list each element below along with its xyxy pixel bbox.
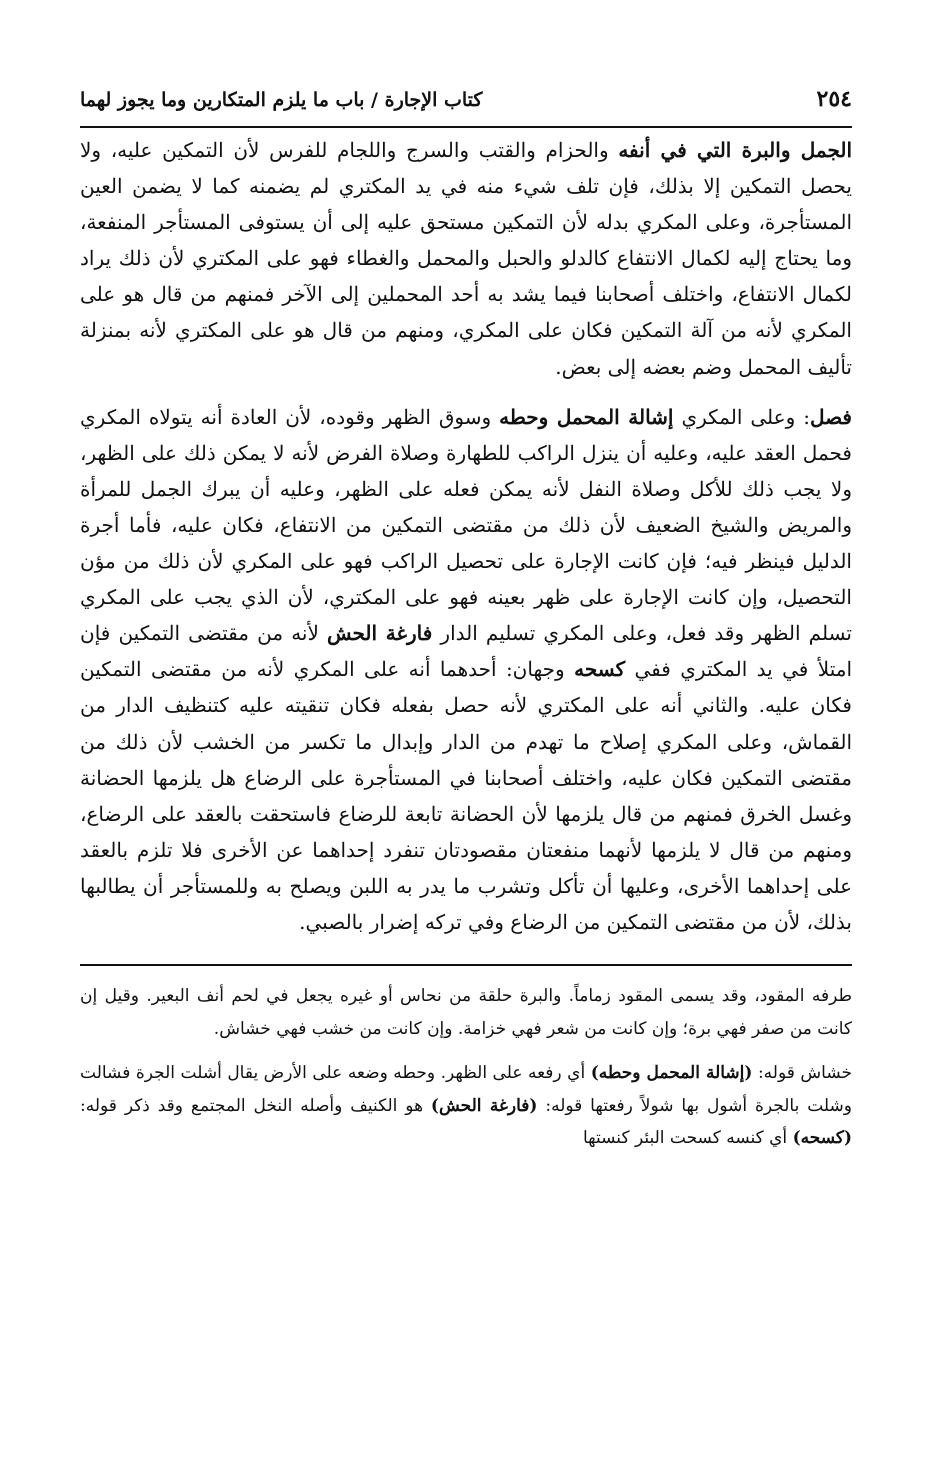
footnote-text: خشاش قوله: [752,1063,853,1084]
paragraph-text: لأنه من مقتضى التمكين فإن امتلأ في يد المكتري ففي [80,621,852,682]
running-title: كتاب الإجارة / باب ما يلزم المتكارين وما يجوز لهما [80,89,483,111]
footnote-text: هو الكنيف وأصله النخل المجتمع وقد ذكر قوله: [80,1095,431,1116]
paragraph-text: وسوق الظهر وقوده، لأن العادة أنه يتولاه المكري فحمل العقد عليه، وعليه أن ينزل الراكب للطهارة وصلاة الفرض لأنه لا يمكن ذلك على الظهر، ولا يجب ذلك للأكل وصلاة النفل لأنه يمكن فعله على الظهر، وعليه أن يبرك الجمل للمرأة والمريض والشيخ الضعيف لأن ذلك من مقتضى التمكين من الانتفاع، فكان عليه، فأما أجرة الدليل فينظر فيه؛ فإن كانت الإجارة على تحصيل الراكب فهو على المكري لأن ذلك من مؤن التحصيل، وإن كانت الإجارة على ظهر بعينه فهو على المكتري، لأن الذي يجب على المكري تسلم الظهر وقد فعل، وعلى المكري تسليم الدار [80,404,853,646]
footnote-term: (كسحه) [792,1128,852,1149]
paragraph-2 [80,399,852,940]
bold-term: إشالة المحمل وحطه [499,404,674,429]
page-number: ٢٥٤ [816,86,852,112]
book-page [80,86,852,1155]
footnotes [80,980,852,1155]
page-header [80,86,852,128]
paragraph-1 [80,132,852,385]
footnote-1 [80,980,852,1045]
footnote-term: (إشالة المحمل وحطه) [590,1063,753,1084]
paragraph-text: : وعلى المكري [673,404,810,429]
paragraph-text: والحزام والقتب والسرج واللجام للفرس لأن التمكين عليه، ولا يحصل التمكين إلا بذلك، فإن تلف شيء منه في يد المكتري لم يضمنه كما لا يضمن العين المستأجرة، وعلى المكري بدله لأن التمكين مستحق عليه إلى أن يستوفى المستأجر المنفعة، وما يحتاج إليه لكمال الانتفاع كالدلو والحبل والمحمل والغطاء فهو على المكتري لأن ذلك يراد لكمال الانتفاع، واختلف أصحابنا فيما يشد به أحد المحملين إلى الآخر فمنهم من قال هو على المكري لأنه من آلة التمكين فكان على المكري، ومنهم من قال هو على المكتري لأنه بمنزلة تأليف المحمل وضم بعضه إلى بعض. [80,138,852,379]
footnote-text: أي كنسه كسحت البئر كنستها [583,1128,793,1149]
footnote-divider [80,964,852,966]
bold-term: الجمل والبرة التي في أنفه [618,138,853,162]
main-text [80,132,852,940]
section-heading: فصل [809,404,852,429]
bold-term: كسحه [574,657,626,682]
footnote-term: (فارغة الحش) [430,1095,538,1116]
bold-term: فارغة الحش [327,621,433,646]
footnote-text: طرفه المقود، وقد يسمى المقود زماماً. والبرة حلقة من نحاس أو غيره يجعل في لحم أنف البعير. وقيل إن كانت من صفر فهي برة؛ وإن كانت من شعر فهي خزامة. وإن كانت من خشب فهي خشاش. [80,986,852,1039]
footnote-text: أي رفعه على الظهر. وحطه وضعه على الأرض يقال أشلت الجرة فشالت وشلت بالجرة أشول بها شولاً رفعتها قوله: [80,1063,852,1116]
footnote-2 [80,1057,852,1155]
paragraph-text: وجهان: أحدهما أنه على المكري لأنه من مقتضى التمكين فكان عليه. والثاني أنه على المكتري لأنه حصل بفعله فكان تنقيته عليه كتنظيف الدار من القماش، وعلى المكري إصلاح ما تهدم من الدار وإبدال ما تكسر من الخشب لأن ذلك من مقتضى التمكين فكان عليه، واختلف أصحابنا في المستأجرة على الرضاع هل يلزمها الحضانة وغسل الخرق فمنهم من قال يلزمها لأن الحضانة تابعة للرضاع فاستحقت بالعقد على الرضاع، ومنهم من قال لا يلزمها لأنهما منفعتان مقصودتان تنفرد إحداهما عن الأخرى فلا تلزم بالعقد على إحداهما الأخرى، وعليها أن تأكل وتشرب ما يدر به اللبن ويصلح به وللمستأجر أن يطالبها بذلك، لأن من مقتضى التمكين من الرضاع وفي تركه إضرار بالصبي. [80,657,852,934]
